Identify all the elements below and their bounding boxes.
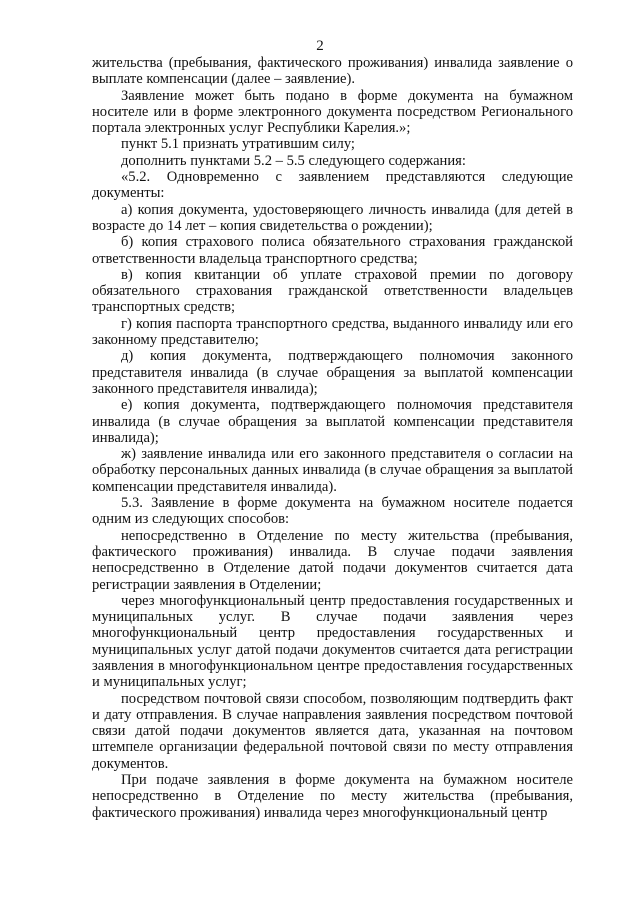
method-mfc: через многофункциональный центр предоставления государственных и муниципальных услуг. В случае подачи заявления через многофункциональный центр предоставления государственных и муниципальных услуг датой подачи документов считается дата регистрации заявления в многофункциональном центре предоставления государственных и муниципальных услуг;	[92, 592, 573, 691]
paragraph-clause-5-1-repealed: пункт 5.1 признать утратившим силу;	[121, 136, 355, 153]
list-item-g: г) копия паспорта транспортного средства, выданного инвалиду или его законному представителю;	[92, 315, 573, 349]
paragraph-5-2: «5.2. Одновременно с заявлением представляются следующие документы:	[92, 169, 573, 202]
list-item-d: д) копия документа, подтверждающего полномочия законного представителя инвалида (в случае обращения за выплатой компенсации законного представителя инвалида);	[92, 348, 573, 397]
paragraph-continuation: жительства (пребывания, фактического проживания) инвалида заявление о выплате компенсации (далее – заявление).	[92, 55, 573, 88]
list-item-v: в) копия квитанции об уплате страховой премии по договору обязательного страхования гражданской ответственности владельцев транспортных средств;	[92, 266, 573, 316]
list-item-zh: ж) заявление инвалида или его законного представителя о согласии на обработку персональных данных инвалида (в случае обращения за выплатой компенсации представителя инвалида).	[92, 446, 573, 495]
body-text	[92, 55, 573, 821]
list-item-a: а) копия документа, удостоверяющего личность инвалида (для детей в возрасте до 14 лет – копия свидетельства о рождении);	[92, 201, 573, 234]
list-item-b: б) копия страхового полиса обязательного страхования гражданской ответственности владельца транспортного средства;	[92, 234, 573, 267]
paragraph-application-form: Заявление может быть подано в форме документа на бумажном носителе или в форме электронного документа посредством Регионального портала электронных услуг Республики Карелия.»;	[92, 87, 573, 137]
paragraph-add-clauses: дополнить пунктами 5.2 – 5.5 следующего содержания:	[121, 152, 466, 169]
paragraph-paper-submission: При подаче заявления в форме документа на бумажном носителе непосредственно в Отделение по месту жительства (пребывания, фактического проживания) инвалида через многофункциональный центр	[92, 772, 573, 821]
method-post: посредством почтовой связи способом, позволяющим подтвердить факт и дату отправления. В случае направления заявления посредством почтовой связи датой подачи документов является дата, указанная на почтовом штемпеле организации федеральной почтовой связи по месту отправления документов.	[92, 690, 573, 772]
paragraph-5-3: 5.3. Заявление в форме документа на бумажном носителе подается одним из следующих способов:	[92, 495, 573, 528]
list-item-e: е) копия документа, подтверждающего полномочия представителя инвалида (в случае обращения за выплатой компенсации представителя инвалида);	[92, 397, 573, 446]
method-direct: непосредственно в Отделение по месту жительства (пребывания, фактического проживания) инвалида. В случае подачи заявления непосредственно в Отделение датой подачи документов считается дата регистрации заявления в Отделении;	[92, 527, 573, 593]
page-number: 2	[316, 38, 324, 54]
